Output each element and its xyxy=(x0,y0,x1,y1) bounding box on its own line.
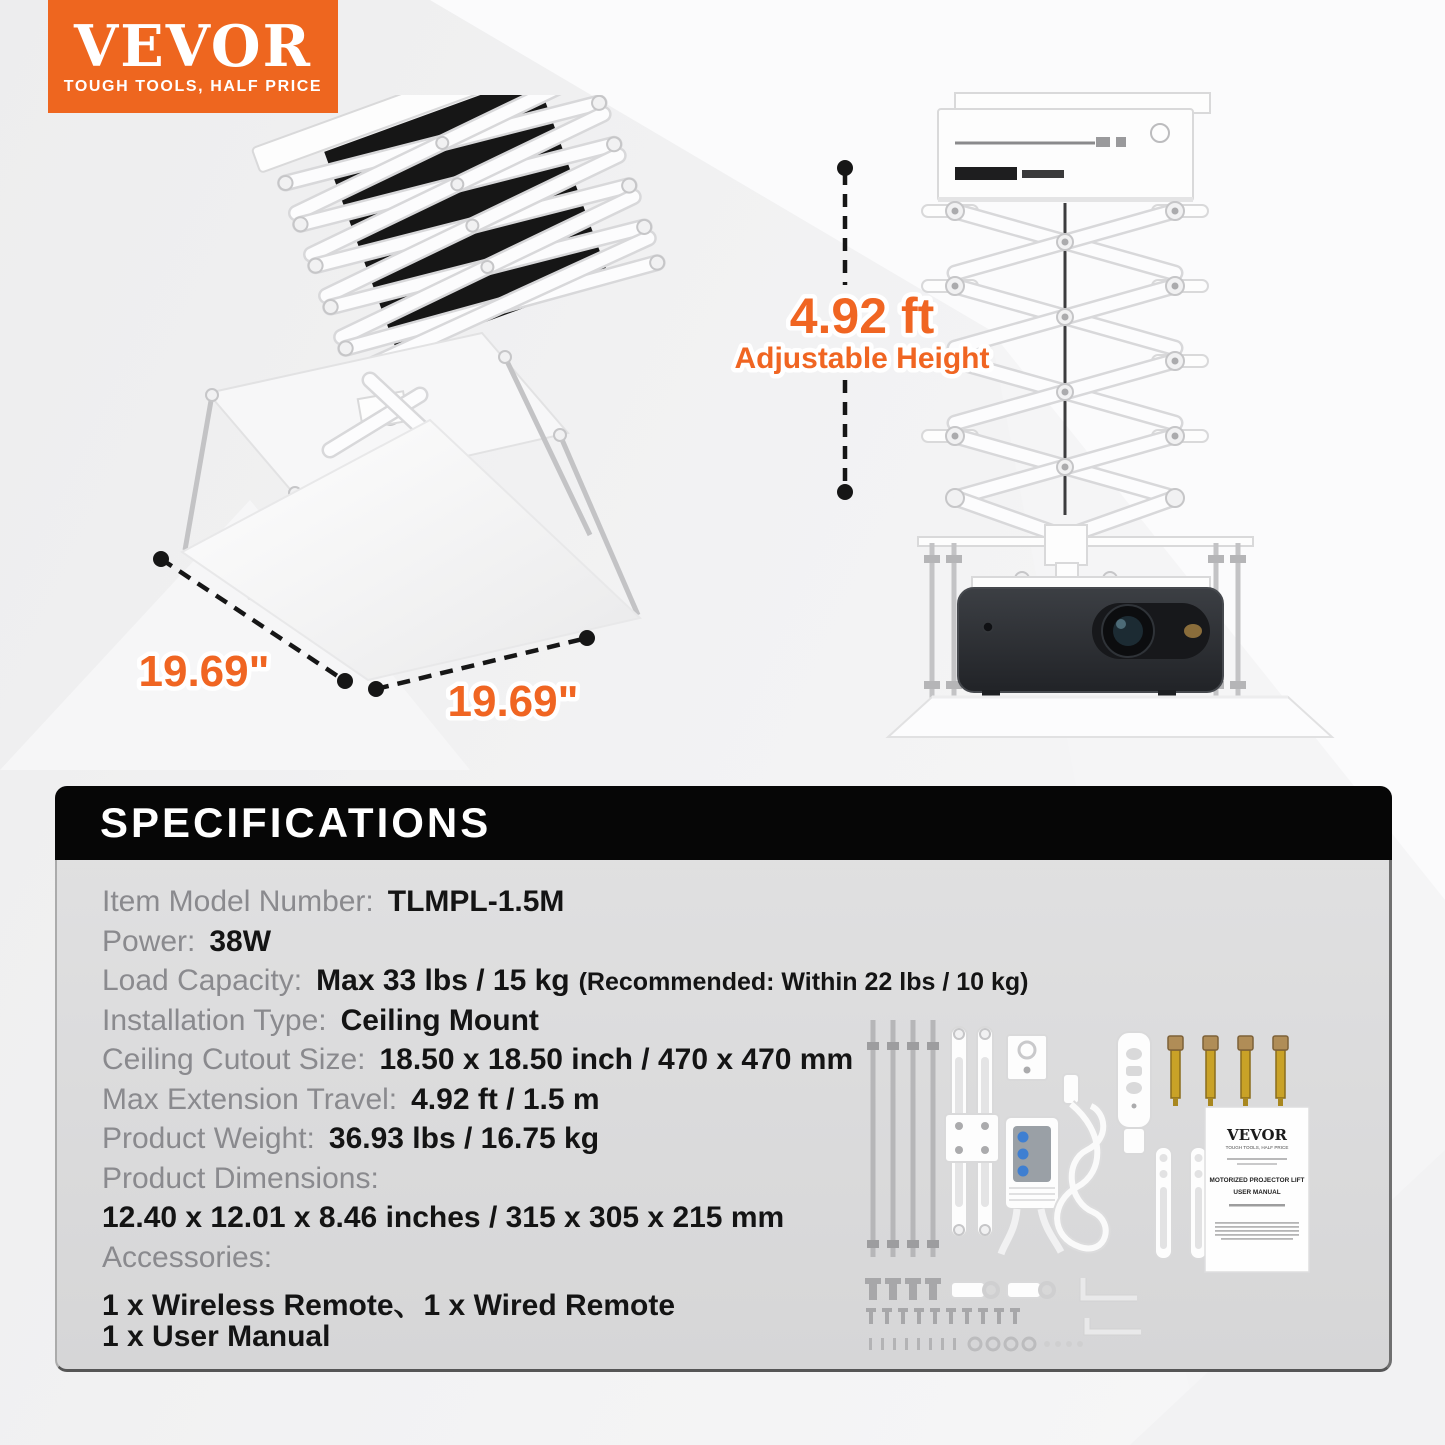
motor-housing xyxy=(938,109,1193,201)
spec-row-accessories-label: Accessories: xyxy=(102,1240,273,1274)
spec-row-load-capacity: Load Capacity: Max 33 lbs / 15 kg (Recommended: Within 22 lbs / 10 kg) xyxy=(102,964,1029,997)
projector-ir-window xyxy=(1184,624,1202,638)
manual-brand: VEVOR xyxy=(1227,1126,1287,1144)
screws-row xyxy=(866,1308,1020,1324)
washers-row xyxy=(869,1338,1083,1350)
threaded-rods xyxy=(867,1020,939,1257)
projector-sensor xyxy=(983,622,993,632)
extended-lift-figure xyxy=(860,85,1360,755)
folded-lift-figure xyxy=(90,95,800,755)
height-caption-label: Adjustable Height xyxy=(734,342,990,375)
hardware-bolts-row xyxy=(865,1278,1054,1300)
anchor-bolts xyxy=(1168,1036,1288,1106)
power-cable-coil xyxy=(1057,1074,1106,1249)
spec-row-dimensions-label: Product Dimensions: xyxy=(102,1161,379,1195)
specifications-title: SPECIFICATIONS xyxy=(100,799,492,846)
small-bracket xyxy=(1007,1035,1047,1080)
spec-row-model: Item Model Number: TLMPL-1.5M xyxy=(102,885,565,918)
projector xyxy=(958,588,1223,696)
manual-subtitle: USER MANUAL xyxy=(1233,1189,1281,1196)
user-manual xyxy=(1205,1107,1309,1272)
spec-row-dimensions-value: 12.40 x 12.01 x 8.46 inches / 315 x 305 x 215 mm xyxy=(102,1201,785,1234)
wireless-remote xyxy=(1117,1032,1151,1154)
spec-row-product-weight: Product Weight: 36.93 lbs / 16.75 kg xyxy=(102,1122,600,1155)
height-value-label: 4.92 ft xyxy=(789,288,935,344)
accessories-figure xyxy=(855,1002,1395,1370)
spec-row-installation-type: Installation Type: Ceiling Mount xyxy=(102,1003,539,1037)
spec-row-power: Power: 38W xyxy=(102,924,272,958)
specifications-header xyxy=(55,786,1392,860)
base-tray xyxy=(888,697,1332,737)
spec-row-extension-travel: Max Extension Travel: 4.92 ft / 1.5 m xyxy=(102,1082,600,1116)
dim-label-left: 19.69" xyxy=(138,647,270,696)
manual-tagline: TOUGH TOOLS, HALF PRICE xyxy=(1225,1145,1289,1150)
wired-remote-box xyxy=(1001,1117,1061,1254)
spec-row-ceiling-cutout: Ceiling Cutout Size: 18.50 x 18.50 inch / 470 x 470 mm xyxy=(102,1043,854,1076)
vevor-logo-tagline: TOUGH TOOLS, HALF PRICE xyxy=(63,77,323,95)
dim-label-right: 19.69" xyxy=(447,677,579,726)
vevor-logo-wordmark: VEVOR xyxy=(74,12,312,80)
scissor-lattice xyxy=(922,202,1208,537)
spec-row-accessories-remotes: 1 x Wireless Remote、1 x Wired Remote xyxy=(102,1289,676,1322)
manual-title: MOTORIZED PROJECTOR LIFT xyxy=(1209,1177,1305,1184)
allen-keys xyxy=(1083,1278,1141,1332)
spec-row-accessories-manual: 1 x User Manual xyxy=(102,1319,331,1353)
scissor-arm-accessory xyxy=(945,1027,999,1237)
